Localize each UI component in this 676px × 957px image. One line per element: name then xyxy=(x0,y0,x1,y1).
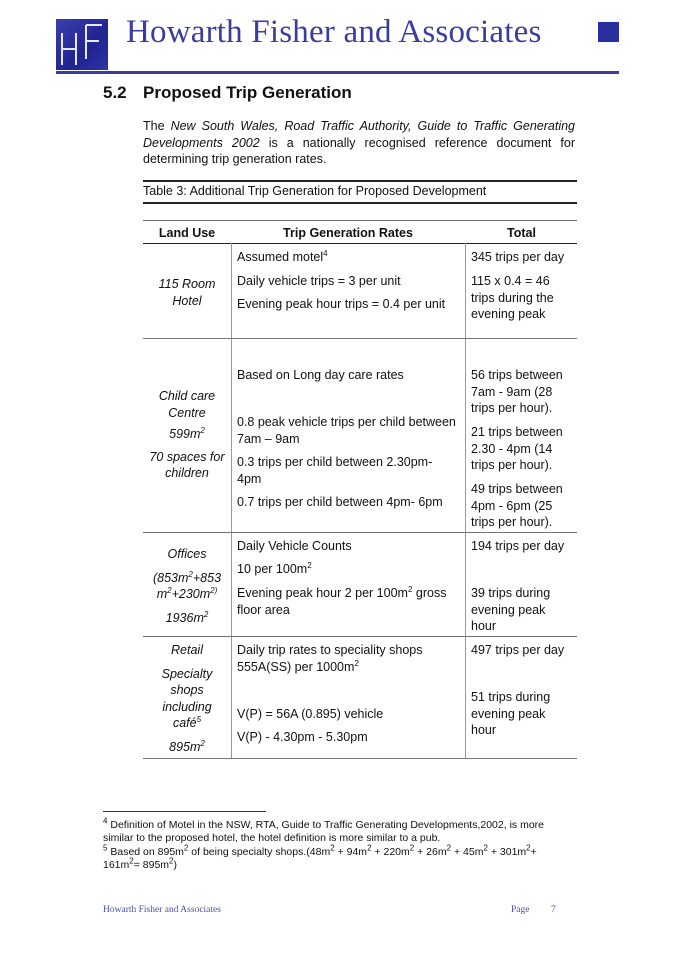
row4-rate-1-sup: 2 xyxy=(354,658,359,668)
header-bottom-rule xyxy=(143,243,577,244)
row2-rate-3: 0.3 trips per child between 2.30pm-4pm xyxy=(237,455,433,486)
footnote-4-mark: 4 xyxy=(103,816,108,826)
fn5-i: = 895m xyxy=(133,859,170,871)
footnote-5-mark: 5 xyxy=(103,843,108,853)
fn5-sq-3: 2 xyxy=(367,843,372,853)
fn5-sq-4: 2 xyxy=(409,843,415,853)
row3-lu-sup-a: 2 xyxy=(188,569,193,579)
row4-rate-3: V(P) - 4.30pm - 5.30pm xyxy=(237,730,368,744)
intro-reference-title: New South Wales, Road Traffic Authority, Guide to Traffic Generating Developments 2002 xyxy=(143,119,575,150)
row3-land-use xyxy=(143,546,231,626)
fn5-sq-8: 2 xyxy=(129,856,134,866)
intro-paragraph xyxy=(143,118,575,168)
row3-rate-3-sup: 2 xyxy=(407,584,413,594)
fn5-f: + 45m xyxy=(451,846,484,858)
row1-rate-1-text: Assumed motel xyxy=(237,250,324,264)
row1-land-use xyxy=(143,276,231,309)
row2-land-use-area xyxy=(143,426,231,443)
row1-rate-3: Evening peak hour trips = 0.4 per unit xyxy=(237,297,446,311)
row3-lu-b: +853 xyxy=(192,570,222,585)
fn5-sq-6: 2 xyxy=(483,843,488,853)
fn5-d: + 220m xyxy=(371,846,410,858)
caption-top-rule xyxy=(143,180,577,182)
fn5-h: + 161m xyxy=(103,846,537,871)
section-title: Proposed Trip Generation xyxy=(143,83,352,102)
row4-cafe: café xyxy=(172,716,197,730)
row3-lu-d: +230m xyxy=(171,587,211,601)
row2-land-use-line5: children xyxy=(165,466,209,480)
row4-rate-1 xyxy=(237,642,462,675)
row2-rate-2: 0.8 peak vehicle trips per child between 7am – 9am xyxy=(237,415,456,446)
row3-lu-c: m xyxy=(156,587,168,601)
row1-land-use-line2: Hotel xyxy=(172,293,202,308)
footer-firm-name: Howarth Fisher and Associates xyxy=(103,905,221,915)
row1-total-2: 115 x 0.4 = 46 trips during the evening peak xyxy=(471,274,554,321)
row2-bottom-rule xyxy=(143,532,577,533)
footnote-ref-4: 4 xyxy=(323,248,328,258)
fn5-sq-7: 2 xyxy=(526,843,531,853)
row4-area-sup: 2 xyxy=(200,738,205,748)
row3-rate-2-sup: 2 xyxy=(307,560,312,570)
row3-total-1: 194 trips per day xyxy=(471,539,565,553)
row2-land-use-line2: Centre xyxy=(168,405,206,420)
row1-total-1: 345 trips per day xyxy=(471,250,565,264)
hf-logo xyxy=(56,19,108,70)
intro-part1: The xyxy=(143,119,171,133)
row3-rate-3 xyxy=(237,585,462,618)
row4-total-1: 497 trips per day xyxy=(471,643,565,657)
row4-land-use-line1: Retail xyxy=(171,643,203,657)
row4-rate-1-text: Daily trip rates to speciality shops 555A(SS) per 1000m xyxy=(237,643,423,674)
row1-rate-2: Daily vehicle trips = 3 per unit xyxy=(237,274,401,288)
row3-lu-sup-d: 2 xyxy=(203,609,209,619)
row4-land-use-area xyxy=(143,739,231,756)
row3-rate-2-text: 10 per 100m xyxy=(237,562,308,576)
footnote-ref-5: 5 xyxy=(196,714,202,724)
row2-rate-4: 0.7 trips per child between 4pm- 6pm xyxy=(237,495,443,509)
footer-page-label: Page xyxy=(511,905,530,915)
row3-rate-1: Daily Vehicle Counts xyxy=(237,539,352,553)
row4-area-text: 895m xyxy=(169,739,201,754)
fn5-j: ) xyxy=(173,859,177,871)
row3-land-use-area xyxy=(143,610,231,627)
row2-area-text: 599m xyxy=(169,427,201,441)
row3-rate-3-tail: gross floor area xyxy=(237,586,447,617)
row4-land-use-line4: including xyxy=(162,699,212,714)
row3-land-use-line1: Offices xyxy=(167,547,207,561)
fn5-sq-9: 2 xyxy=(169,856,174,866)
row3-rate-2 xyxy=(237,561,462,578)
row4-land-use xyxy=(143,642,231,755)
fn5-g: + 301m xyxy=(487,846,527,858)
footer-page-number: 7 xyxy=(551,905,556,915)
footnote-4 xyxy=(103,816,563,845)
table-bottom-rule xyxy=(143,758,577,759)
row3-land-use-line2 xyxy=(143,570,231,587)
row4-total-2: 51 trips during evening peak hour xyxy=(471,690,551,737)
row3-lu-sup-b: 2 xyxy=(167,585,172,595)
table-caption: Table 3: Additional Trip Generation for Proposed Development xyxy=(143,184,487,198)
row2-land-use-line4: 70 spaces for xyxy=(149,449,225,464)
row4-rate-2: V(P) = 56A (0.895) vehicle xyxy=(237,707,384,721)
row1-land-use-line1: 115 Room xyxy=(158,277,216,291)
column-divider-1 xyxy=(231,243,232,759)
row4-land-use-line2: Specialty xyxy=(161,666,213,681)
footnote-4-text: Definition of Motel in the NSW, RTA, Guide to Traffic Generating Developments,2002, is more similar to the proposed hotel, the hotel definition is more similar to a pub. xyxy=(103,819,544,844)
caption-bottom-rule xyxy=(143,202,577,204)
row3-lu-sup-c: 2) xyxy=(210,585,218,595)
firm-name: Howarth Fisher and Associates xyxy=(126,14,542,50)
hf-logo-mark xyxy=(56,19,108,70)
row1-bottom-rule xyxy=(143,338,577,339)
fn5-sq-2: 2 xyxy=(330,843,335,853)
table-top-rule xyxy=(143,220,577,221)
row1-rate-1 xyxy=(237,249,462,266)
row3-land-use-line3 xyxy=(143,586,231,603)
section-number: 5.2 xyxy=(103,83,127,102)
fn5-e: + 26m xyxy=(414,846,447,858)
header-land-use: Land Use xyxy=(158,226,216,240)
footnote-rule xyxy=(103,811,266,812)
fn5-c: + 94m xyxy=(334,846,368,858)
row2-total-3: 49 trips between 4pm - 6pm (25 trips per hour). xyxy=(471,482,563,529)
header-rule xyxy=(56,71,619,74)
row2-total-1: 56 trips between 7am - 9am (28 trips per hour). xyxy=(471,368,563,415)
header-total: Total xyxy=(507,226,536,240)
footnote-5 xyxy=(103,843,563,872)
row3-lu-a: (853m xyxy=(152,570,189,585)
row3-bottom-rule xyxy=(143,636,577,637)
row2-land-use xyxy=(143,388,231,482)
header-square xyxy=(598,22,619,42)
row2-area-sup: 2 xyxy=(200,425,205,435)
row3-lu-e: 1936m xyxy=(165,610,204,625)
header-trip-generation-rates: Trip Generation Rates xyxy=(283,226,413,240)
row3-rate-3-text: Evening peak hour 2 per 100m xyxy=(237,586,408,600)
row2-total-2: 21 trips between 2.30 - 4pm (14 trips per hour). xyxy=(471,425,563,472)
row4-land-use-line5 xyxy=(143,715,231,732)
row2-rate-1: Based on Long day care rates xyxy=(237,368,404,382)
fn5-sq-5: 2 xyxy=(446,843,452,853)
row4-land-use-line3: shops xyxy=(170,683,204,697)
intro-part2: is a nationally recognised reference document for determining trip generation rates. xyxy=(143,135,575,166)
fn5-sq-1: 2 xyxy=(183,843,189,853)
fn5-b: of being specialty shops.(48m xyxy=(188,846,331,858)
row3-total-2: 39 trips during evening peak hour xyxy=(471,586,551,633)
column-divider-2 xyxy=(465,243,466,759)
fn5-a: Based on 895m xyxy=(107,846,184,858)
row2-land-use-line1: Child care xyxy=(158,389,216,403)
